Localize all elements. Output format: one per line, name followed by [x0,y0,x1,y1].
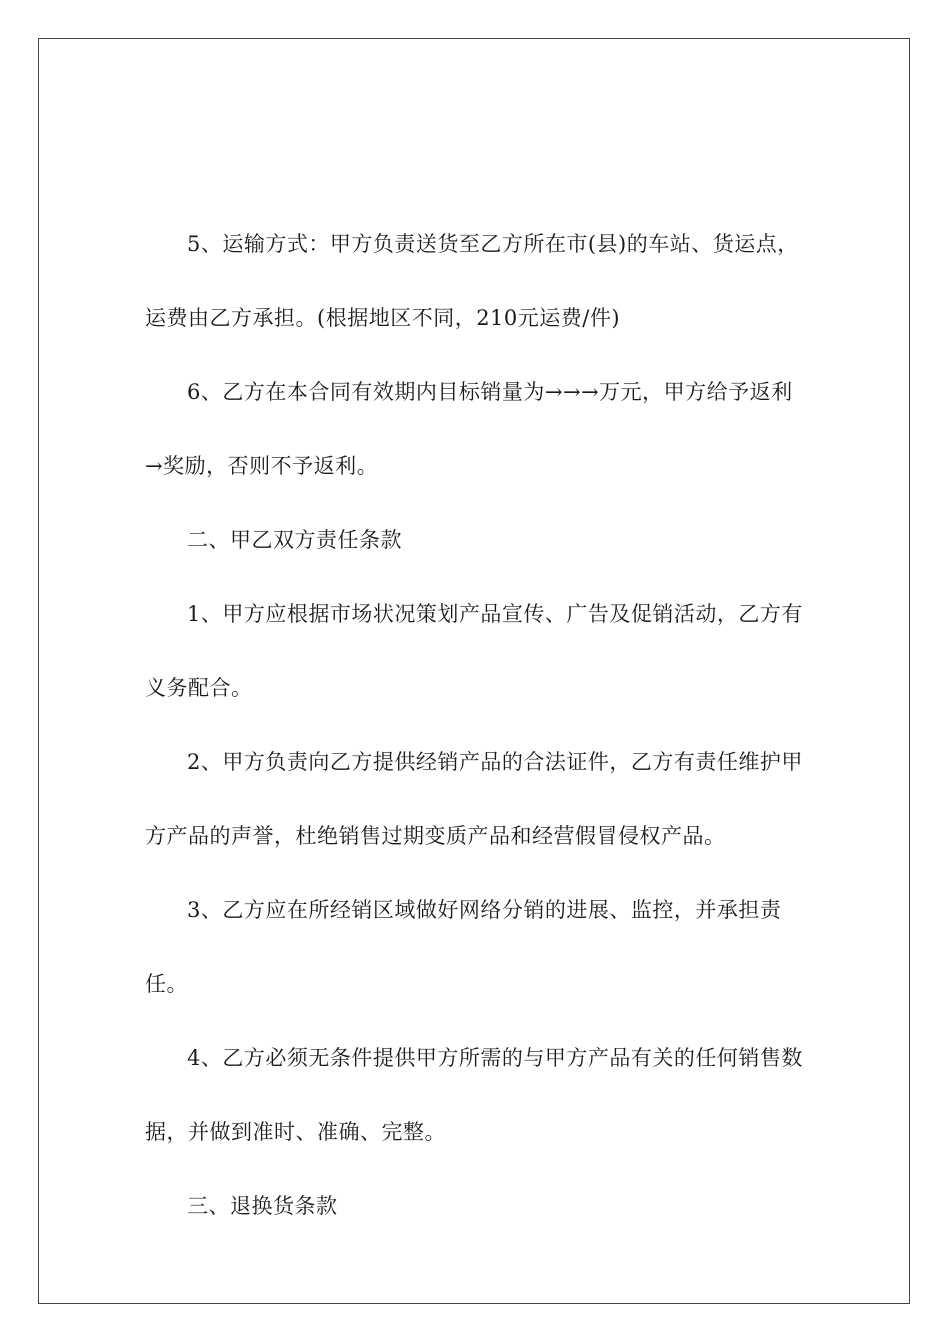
document-body [145,207,810,1243]
duty-1-paragraph: 1、甲方应根据市场状况策划产品宣传、广告及促销活动，乙方有义务配合。 [145,602,803,700]
clause-6-paragraph: 6、乙方在本合同有效期内目标销量为→→→万元，甲方给予返利→奖励，否则不予返利。 [145,380,793,478]
section-2-heading: 二、甲乙双方责任条款 [187,528,402,552]
clause-5-paragraph: 5、运输方式：甲方负责送货至乙方所在市(县)的车站、货运点，运费由乙方承担。(根据地区不同，210元运费/件) [145,232,799,330]
duty-2-paragraph: 2、甲方负责向乙方提供经销产品的合法证件，乙方有责任维护甲方产品的声誉，杜绝销售过期变质产品和经营假冒侵权产品。 [145,750,803,848]
duty-4-paragraph: 4、乙方必须无条件提供甲方所需的与甲方产品有关的任何销售数据，并做到准时、准确、完整。 [145,1046,803,1144]
duty-3-paragraph: 3、乙方应在所经销区域做好网络分销的进展、监控，并承担责任。 [145,898,782,996]
section-3-heading: 三、退换货条款 [187,1194,338,1218]
